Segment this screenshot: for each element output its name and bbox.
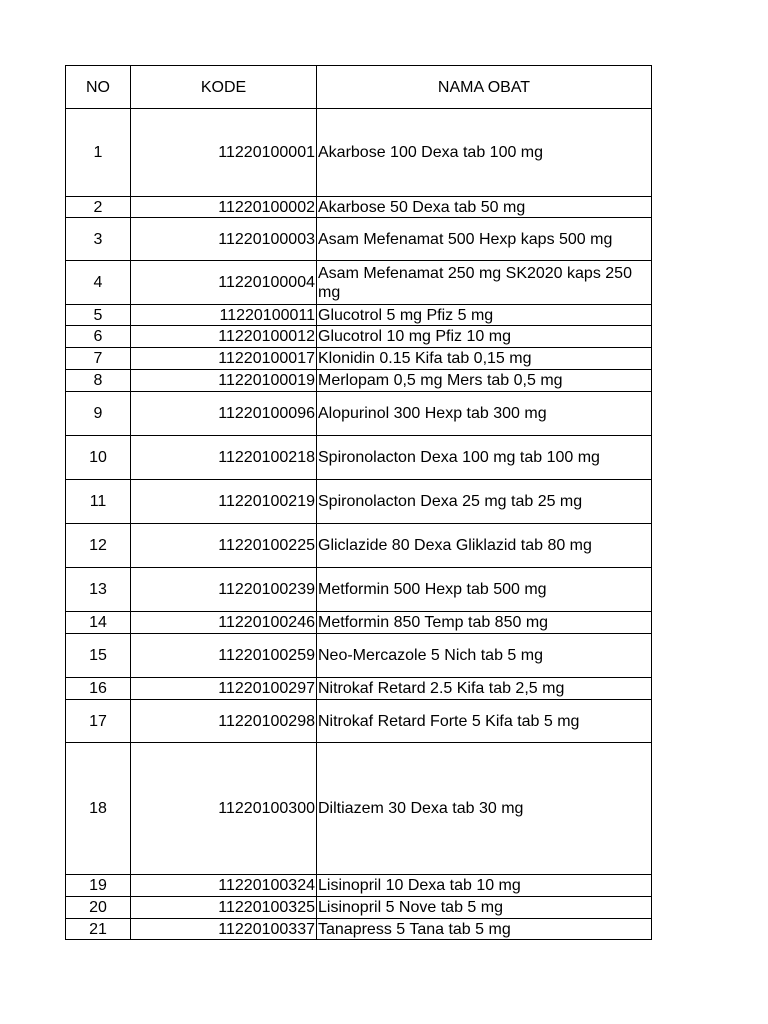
table-row <box>66 436 652 480</box>
table-row <box>66 919 652 940</box>
table-row <box>66 634 652 678</box>
cell-nama-obat: Glucotrol 10 mg Pfiz 10 mg <box>317 326 652 348</box>
table-row <box>66 897 652 919</box>
cell-no: 16 <box>66 678 131 700</box>
cell-kode: 11220100239 <box>131 568 317 612</box>
cell-nama-obat: Spironolacton Dexa 100 mg tab 100 mg <box>317 436 652 480</box>
cell-nama-obat: Spironolacton Dexa 25 mg tab 25 mg <box>317 480 652 524</box>
cell-nama-obat: Akarbose 100 Dexa tab 100 mg <box>317 109 652 197</box>
cell-kode: 11220100002 <box>131 197 317 218</box>
table-row <box>66 261 652 305</box>
cell-nama-obat: Akarbose 50 Dexa tab 50 mg <box>317 197 652 218</box>
cell-no: 17 <box>66 700 131 743</box>
cell-kode: 11220100325 <box>131 897 317 919</box>
cell-no: 18 <box>66 743 131 875</box>
table-row <box>66 568 652 612</box>
cell-kode: 11220100225 <box>131 524 317 568</box>
cell-no: 4 <box>66 261 131 305</box>
cell-kode: 11220100017 <box>131 348 317 370</box>
cell-nama-obat: Klonidin 0.15 Kifa tab 0,15 mg <box>317 348 652 370</box>
cell-nama-obat: Lisinopril 5 Nove tab 5 mg <box>317 897 652 919</box>
cell-kode: 11220100259 <box>131 634 317 678</box>
table-row <box>66 480 652 524</box>
cell-nama-obat: Glucotrol 5 mg Pfiz 5 mg <box>317 305 652 326</box>
cell-no: 15 <box>66 634 131 678</box>
cell-kode: 11220100297 <box>131 678 317 700</box>
table-row <box>66 218 652 261</box>
table-row <box>66 392 652 436</box>
cell-no: 8 <box>66 370 131 392</box>
cell-kode: 11220100337 <box>131 919 317 940</box>
header-nama-obat: NAMA OBAT <box>317 66 652 109</box>
cell-kode: 11220100218 <box>131 436 317 480</box>
cell-kode: 11220100001 <box>131 109 317 197</box>
cell-nama-obat: Gliclazide 80 Dexa Gliklazid tab 80 mg <box>317 524 652 568</box>
table-row <box>66 612 652 634</box>
cell-nama-obat: Neo-Mercazole 5 Nich tab 5 mg <box>317 634 652 678</box>
cell-no: 11 <box>66 480 131 524</box>
cell-nama-obat: Diltiazem 30 Dexa tab 30 mg <box>317 743 652 875</box>
cell-nama-obat: Asam Mefenamat 250 mg SK2020 kaps 250 mg <box>317 261 652 305</box>
table-header-row <box>66 66 652 109</box>
cell-nama-obat: Lisinopril 10 Dexa tab 10 mg <box>317 875 652 897</box>
cell-kode: 11220100219 <box>131 480 317 524</box>
cell-kode: 11220100011 <box>131 305 317 326</box>
cell-no: 20 <box>66 897 131 919</box>
cell-no: 3 <box>66 218 131 261</box>
cell-no: 6 <box>66 326 131 348</box>
cell-no: 21 <box>66 919 131 940</box>
cell-nama-obat: Alopurinol 300 Hexp tab 300 mg <box>317 392 652 436</box>
table-row <box>66 678 652 700</box>
cell-no: 14 <box>66 612 131 634</box>
cell-kode: 11220100019 <box>131 370 317 392</box>
table-row <box>66 743 652 875</box>
cell-nama-obat: Nitrokaf Retard Forte 5 Kifa tab 5 mg <box>317 700 652 743</box>
cell-kode: 11220100300 <box>131 743 317 875</box>
cell-no: 19 <box>66 875 131 897</box>
cell-kode: 11220100096 <box>131 392 317 436</box>
cell-no: 1 <box>66 109 131 197</box>
table-row <box>66 348 652 370</box>
table-row <box>66 109 652 197</box>
table-row <box>66 700 652 743</box>
cell-nama-obat: Tanapress 5 Tana tab 5 mg <box>317 919 652 940</box>
cell-no: 5 <box>66 305 131 326</box>
table-row <box>66 305 652 326</box>
table-row <box>66 197 652 218</box>
cell-no: 10 <box>66 436 131 480</box>
cell-nama-obat: Asam Mefenamat 500 Hexp kaps 500 mg <box>317 218 652 261</box>
cell-kode: 11220100004 <box>131 261 317 305</box>
cell-kode: 11220100246 <box>131 612 317 634</box>
table-row <box>66 524 652 568</box>
cell-no: 2 <box>66 197 131 218</box>
cell-no: 12 <box>66 524 131 568</box>
table-row <box>66 875 652 897</box>
cell-nama-obat: Metformin 500 Hexp tab 500 mg <box>317 568 652 612</box>
cell-kode: 11220100003 <box>131 218 317 261</box>
header-kode: KODE <box>131 66 317 109</box>
cell-kode: 11220100012 <box>131 326 317 348</box>
table-row <box>66 326 652 348</box>
table-row <box>66 370 652 392</box>
cell-no: 13 <box>66 568 131 612</box>
cell-kode: 11220100324 <box>131 875 317 897</box>
header-no: NO <box>66 66 131 109</box>
cell-nama-obat: Nitrokaf Retard 2.5 Kifa tab 2,5 mg <box>317 678 652 700</box>
cell-nama-obat: Metformin 850 Temp tab 850 mg <box>317 612 652 634</box>
drug-list-table <box>65 65 652 940</box>
cell-no: 9 <box>66 392 131 436</box>
cell-kode: 11220100298 <box>131 700 317 743</box>
cell-no: 7 <box>66 348 131 370</box>
cell-nama-obat: Merlopam 0,5 mg Mers tab 0,5 mg <box>317 370 652 392</box>
